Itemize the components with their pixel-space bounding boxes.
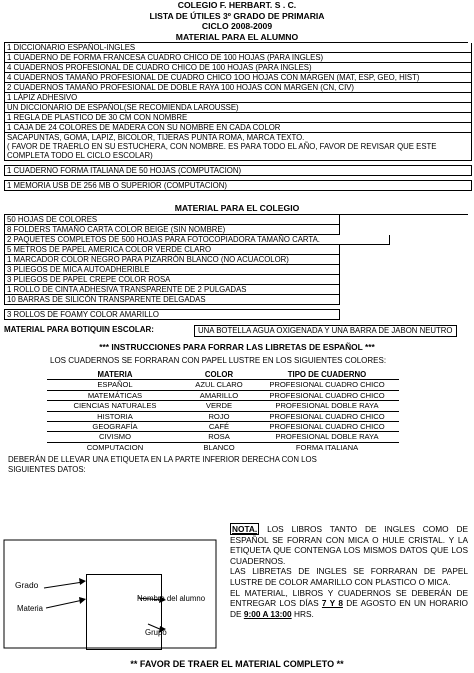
section-title-colegio: MATERIAL PARA EL COLEGIO xyxy=(174,203,300,213)
list-item xyxy=(4,133,472,161)
list-item: 50 HOJAS DE COLORES xyxy=(4,215,340,225)
list-item: 1 MEMORIA USB DE 256 MB O SUPERIOR (COMPUTACION) xyxy=(4,180,472,191)
diagram-label-nombre: Nombre del alumno xyxy=(137,594,206,603)
table-cell: FORMA ITALIANA xyxy=(295,442,359,452)
list-item: 1 REGLA DE PLASTICO DE 30 CM CON NOMBRE xyxy=(4,113,472,123)
list-item-line: SACAPUNTAS, GOMA, LAPIZ, BICOLOR, TIJERAS PUNTA ROMA, MARCA TEXTO. xyxy=(7,133,305,142)
list-item: 2 CUADERNOS TAMAÑO PROFESIONAL DE DOBLE RAYA 100 HOJAS CON MARGEN (CN, CIV) xyxy=(4,83,472,93)
table-cell: MATEMÁTICAS xyxy=(47,390,183,400)
table-row xyxy=(47,442,399,452)
list-item-line: ( FAVOR DE TRAERLO EN SU ESTUCHERA, CON NOMBRE. ES PARA TODO EL AÑO, FAVOR DE REVISAR QUE ESTE COMPLETA TODO EL CICLO ESCOLAR) xyxy=(7,142,437,160)
table-cell: AZUL CLARO xyxy=(183,380,255,390)
list-item: 10 BARRAS DE SILICÓN TRANSPARENTE DELGADAS xyxy=(4,295,340,305)
bottom-section xyxy=(0,520,474,650)
list-title: LISTA DE ÚTILES 3º GRADO DE PRIMARIA xyxy=(149,10,325,21)
table-row xyxy=(47,390,399,400)
table-cell: HISTORIA xyxy=(47,411,183,421)
table-cell: PROFESIONAL CUADRO CHICO xyxy=(255,411,399,421)
table-cell: PROFESIONAL DOBLE RAYA xyxy=(255,401,399,411)
colegio-materials-list xyxy=(4,214,468,320)
table-cell: CIENCIAS NATURALES xyxy=(47,401,183,411)
botiquin-section xyxy=(4,325,468,337)
list-item: 1 CUADERNO FORMA ITALIANA DE 50 HOJAS (COMPUTACION) xyxy=(4,165,472,176)
table-cell: GEOGRAFÍA xyxy=(47,422,183,432)
table-cell: CIVISMO xyxy=(47,432,183,442)
table-header-row xyxy=(47,370,399,380)
table-cell: PROFESIONAL DOBLE RAYA xyxy=(255,432,399,442)
nota-block xyxy=(230,524,468,619)
table-row xyxy=(47,432,399,442)
table-cell: CAFÉ xyxy=(183,422,255,432)
nota-paragraph xyxy=(230,588,468,620)
color-table xyxy=(47,370,399,452)
diagram-label-grupo: Grupo xyxy=(145,628,167,637)
table-cell: AMARILLO xyxy=(183,390,255,400)
list-item: 3 ROLLOS DE FOAMY COLOR AMARILLO xyxy=(4,309,340,320)
table-row xyxy=(47,380,399,390)
column-header: COLOR xyxy=(183,370,255,380)
list-item: 2 PAQUETES COMPLETOS DE 500 HOJAS PARA FOTOCOPIADORA TAMAÑO CARTA. xyxy=(4,235,390,245)
list-item: UN DICCIONARIO DE ESPAÑOL(SE RECOMIENDA LAROUSSE) xyxy=(4,103,472,113)
alumno-materials-list xyxy=(4,42,468,191)
nota-text-3a: EL MATERIAL, LIBROS Y CUADERNOS SE DEBERÁN DE ENTREGAR LOS DÍAS xyxy=(230,587,468,609)
table-cell: BLANCO xyxy=(203,442,235,452)
school-name: COLEGIO F. HERBART. S . C. xyxy=(177,0,297,10)
list-item: 1 ROLLO DE CINTA ADHESIVA TRANSPARENTE DE 2 PULGADAS xyxy=(4,285,340,295)
instructions-text: LOS CUADERNOS SE FORRARAN CON PAPEL LUSTRE EN LOS SIGUIENTES COLORES: xyxy=(50,356,387,365)
table-cell: PROFESIONAL CUADRO CHICO xyxy=(255,380,399,390)
list-item: 1 DICCIONARIO ESPAÑOL-INGLES xyxy=(4,43,472,53)
school-cycle: CICLO 2008-2009 xyxy=(201,21,273,31)
arrow-grado xyxy=(44,582,83,588)
table-cell: PROFESIONAL CUADRO CHICO xyxy=(255,422,399,432)
list-item: 3 PLIEGOS DE PAPEL CREPE COLOR ROSA xyxy=(4,275,340,285)
table-cell: COMPUTACION xyxy=(86,442,144,452)
label-instructions: DEBERÁN DE LLEVAR UNA ETIQUETA EN LA PARTE INFERIOR DERECHA CON LOS SIGUIENTES DATOS: xyxy=(8,455,317,474)
botiquin-value: UNA BOTELLA AGUA OXIGENADA Y UNA BARRA DE JABON NEUTRO xyxy=(194,325,457,337)
botiquin-label: MATERIAL PARA BOTIQUIN ESCOLAR: xyxy=(4,325,154,334)
list-item: 3 PLIEGOS DE MICA AUTOADHERIBLE xyxy=(4,265,340,275)
label-box xyxy=(86,574,162,650)
table-cell: ROJO xyxy=(183,411,255,421)
footer-note: ** FAVOR DE TRAER EL MATERIAL COMPLETO ** xyxy=(130,659,344,669)
diagram-label-grado: Grado xyxy=(15,580,39,590)
arrowhead-materia xyxy=(79,597,86,604)
nota-paragraph xyxy=(230,524,468,566)
table-cell: ESPAÑOL xyxy=(47,380,183,390)
nota-text-3b: DE AGOSTO EN UN HORARIO DE xyxy=(230,598,469,619)
nota-paragraph: LAS LIBRETAS DE INGLES SE FORRARAN DE PAPEL LUSTRE DE COLOR AMARILLO CON PLASTICO O MICA. xyxy=(230,566,468,587)
section-title-alumno: MATERIAL PARA EL ALUMNO xyxy=(175,31,299,42)
column-header: TIPO DE CUADERNO xyxy=(255,370,399,380)
delivery-hours: 9:00 A 13:00 xyxy=(243,608,292,619)
list-item: 1 CUADERNO DE FORMA FRANCESA CUADRO CHICO DE 100 HOJAS (PARA INGLES) xyxy=(4,53,472,63)
table-cell: PROFESIONAL CUADRO CHICO xyxy=(255,390,399,400)
list-item: 1 MARCADOR COLOR NEGRO PARA PIZARRÓN BLANCO (NO ACUACOLOR) xyxy=(4,255,340,265)
nota-label: NOTA. xyxy=(232,524,258,534)
table-row xyxy=(47,411,399,421)
table-row xyxy=(47,422,399,432)
arrowhead-grado xyxy=(79,578,86,585)
arrow-materia xyxy=(46,600,83,608)
table-row xyxy=(47,401,399,411)
diagram-label-materia: Materia xyxy=(17,604,43,613)
list-item: 5 METROS DE PAPEL AMERICA COLOR VERDE CLARO xyxy=(4,245,340,255)
document-header xyxy=(0,0,474,42)
instructions-title: *** INSTRUCCIONES PARA FORRAR LAS LIBRETAS DE ESPAÑOL *** xyxy=(99,342,375,352)
nota-text-3c: HRS. xyxy=(291,608,314,619)
list-item: 4 CUADERNOS TAMAÑO PROFESIONAL DE CUADRO CHICO 1OO HOJAS CON MARGEN (MAT, ESP, GEO, HIST) xyxy=(4,73,472,83)
nota-text-1: LOS LIBROS TANTO DE INGLES COMO DE ESPAÑOL SE FORRAN CON MICA O HULE CRISTAL. Y LA ETIQUETA QUE CONTENGA LOS MISMOS DATOS QUE LOS CUADERNOS. xyxy=(230,524,468,566)
column-header: MATERIA xyxy=(47,370,183,380)
table-cell: ROSA xyxy=(183,432,255,442)
table-cell: VERDE xyxy=(183,401,255,411)
delivery-days: 7 Y 8 xyxy=(321,598,343,609)
list-item: 8 FOLDERS TAMAÑO CARTA COLOR BEIGE (SIN NOMBRE) xyxy=(4,225,340,235)
list-item: 1 CAJA DE 24 COLORES DE MADERA CON SU NOMBRE EN CADA COLOR xyxy=(4,123,472,133)
list-item: 1 LÁPIZ ADHESIVO xyxy=(4,93,472,103)
list-item: 4 CUADERNOS PROFESIONAL DE CUADRO CHICO DE 100 HOJAS (PARA INGLES) xyxy=(4,63,472,73)
